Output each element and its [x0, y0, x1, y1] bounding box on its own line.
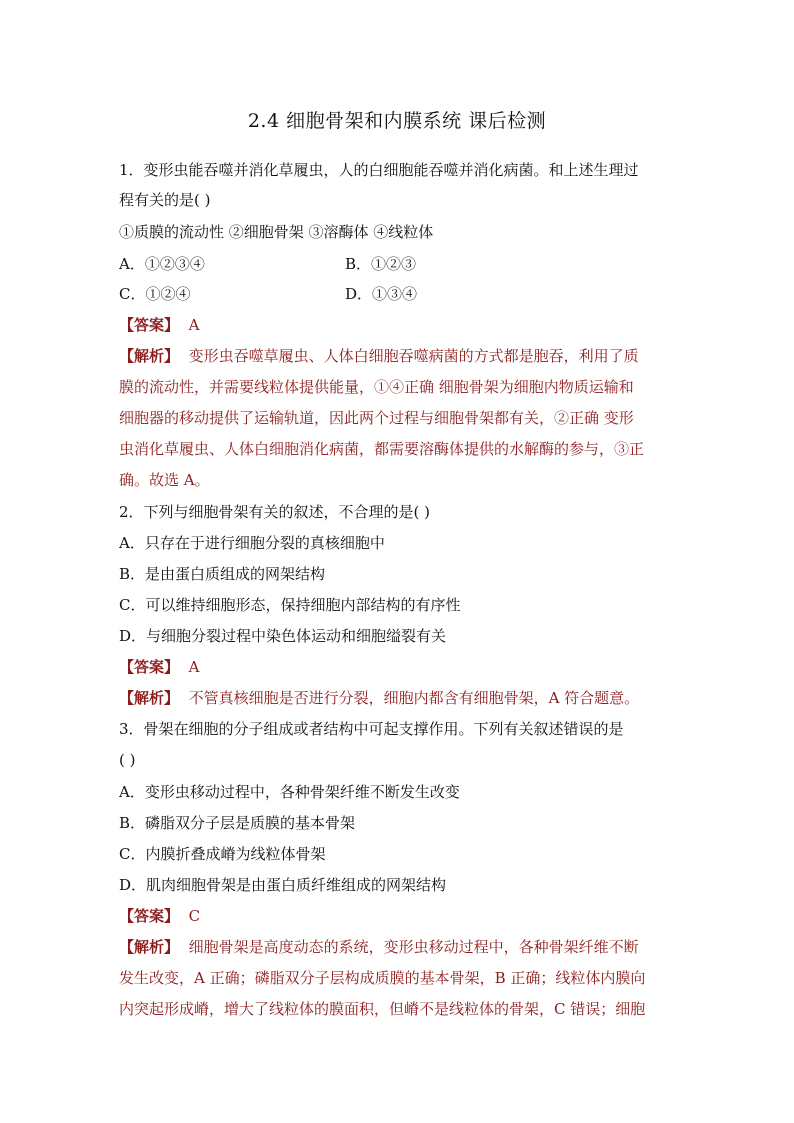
q2-option-d: D．与细胞分裂过程中染色体运动和细胞缢裂有关 [119, 627, 447, 645]
answer-tag: 【答案】 [119, 907, 180, 925]
q1-analysis-line2: 膜的流动性，并需要线粒体提供能量，①④正确 细胞骨架为细胞内物质运输和 [119, 378, 634, 396]
q3-option-a: A．变形虫移动过程中，各种骨架纤维不断发生改变 [119, 783, 460, 801]
q3-option-c: C．内膜折叠成嵴为线粒体骨架 [119, 845, 326, 863]
q3-stem-line1: 3．骨架在细胞的分子组成或者结构中可起支撑作用。下列有关叙述错误的是 [119, 720, 624, 738]
q3-answer [119, 906, 679, 926]
analysis-text: 细胞骨架是高度动态的系统，变形虫移动过程中，各种骨架纤维不断 [188, 938, 639, 956]
q2-option-a: A．只存在于进行细胞分裂的真核细胞中 [119, 534, 385, 552]
q3-option-b: B．磷脂双分子层是质膜的基本骨架 [119, 814, 356, 832]
q1-analysis-line3: 细胞器的移动提供了运输轨道，因此两个过程与细胞骨架都有关，②正确 变形 [119, 409, 634, 427]
analysis-tag: 【解析】 [119, 689, 180, 707]
answer-value: C [188, 907, 201, 925]
answer-value: A [188, 316, 200, 334]
analysis-text: 不管真核细胞是否进行分裂，细胞内都含有细胞骨架，A 符合题意。 [188, 689, 640, 707]
q1-option-d: D．①③④ [345, 285, 418, 303]
q3-option-d: D．肌肉细胞骨架是由蛋白质纤维组成的网架结构 [119, 876, 447, 894]
q1-option-c: C．①②④ [119, 285, 191, 303]
answer-tag: 【答案】 [119, 316, 180, 334]
q3-analysis-line3: 内突起形成嵴，增大了线粒体的膜面积，但嵴不是线粒体的骨架，C 错误；细胞 [119, 1000, 646, 1018]
q2-analysis-line1 [119, 688, 679, 708]
q1-options-row2 [119, 284, 679, 304]
q1-items: ①质膜的流动性 ②细胞骨架 ③溶酶体 ④线粒体 [119, 223, 434, 241]
analysis-tag: 【解析】 [119, 938, 180, 956]
q1-stem-line1: 1．变形虫能吞噬并消化草履虫，人的白细胞能吞噬并消化病菌。和上述生理过 [119, 161, 639, 179]
answer-tag: 【答案】 [119, 658, 180, 676]
q2-option-c: C．可以维持细胞形态，保持细胞内部结构的有序性 [119, 596, 461, 614]
answer-value: A [188, 658, 200, 676]
analysis-tag: 【解析】 [119, 347, 180, 365]
q2-answer [119, 657, 679, 677]
q2-option-b: B．是由蛋白质组成的网架结构 [119, 565, 326, 583]
q3-stem-line2: ( ) [119, 751, 136, 769]
q1-stem-line2: 程有关的是( ) [119, 191, 211, 209]
page-title: 2.4 细胞骨架和内膜系统 课后检测 [247, 110, 547, 132]
q1-analysis-line1 [119, 346, 679, 366]
q1-options-row1 [119, 254, 679, 274]
analysis-text: 变形虫吞噬草履虫、人体白细胞吞噬病菌的方式都是胞吞，利用了质 [188, 347, 639, 365]
q3-analysis-line2: 发生改变，A 正确；磷脂双分子层构成质膜的基本骨架，B 正确；线粒体内膜向 [119, 969, 646, 987]
q1-option-b: B．①②③ [345, 255, 417, 273]
q2-stem: 2．下列与细胞骨架有关的叙述，不合理的是( ) [119, 503, 431, 521]
q1-analysis-line4: 虫消化草履虫、人体白细胞消化病菌，都需要溶酶体提供的水解酶的参与，③正 [119, 440, 645, 458]
q3-analysis-line1 [119, 937, 679, 957]
q1-answer [119, 315, 679, 335]
q1-option-a: A．①②③④ [119, 255, 205, 273]
q1-analysis-line5: 确。故选 A。 [119, 471, 210, 489]
